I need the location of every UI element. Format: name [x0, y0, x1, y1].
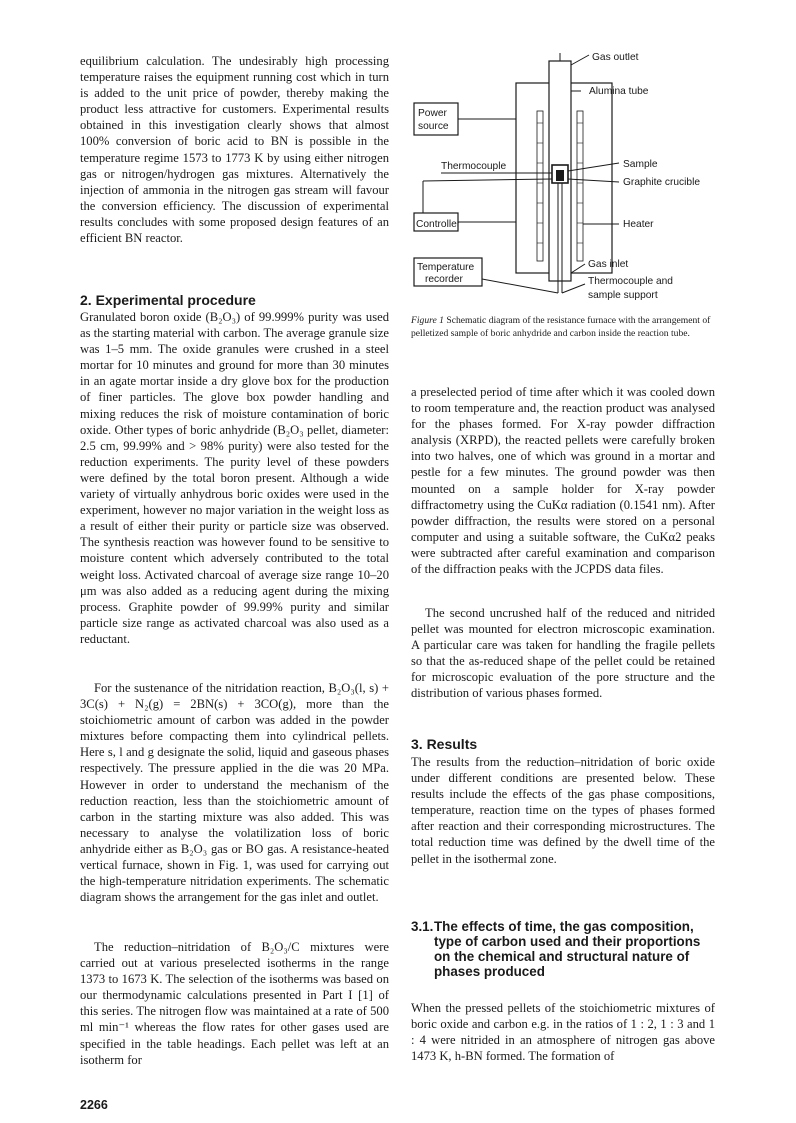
support-leader [562, 284, 585, 293]
temperature-recorder-label-2: recorder [425, 274, 463, 285]
figure-caption-text: Schematic diagram of the resistance furnace with the arrangement of pelletized sample of boric anhydride and carbon inside the reaction tube. [411, 315, 711, 339]
procedure-paragraph-2: For the sustenance of the nitridation reaction, B₂O₃(l, s) + 3C(s) + N₂(g) = 2BN(s) + 3CO(g), more than the stoichiometric amount of carbon was added in the powder mixtures before compacting them into cylindrical pellets. Here s, l and g designate the solid, liquid and gaseous phases respectively. The pressure applied in the die was 20 MPa. However in order to understand the mechanism of the reduction reaction, less than the stoichiometric amount of carbon in the starting mixture was also added. This was necessary to analyse the volatilization loss of boric anhydride either as B₂O₃ gas or BO gas. A resistance-heated vertical furnace, shown in Fig. 1, was used for carrying out the high-temperature nitridation experiments. The schematic diagram shows the arrangement for the gas inlet and outlet. [80, 681, 389, 905]
results-paragraph: The results from the reduction–nitridation of boric oxide under different conditions are presented below. These results include the effects of the gas phase compositions, temperature, reaction time on the types of phases formed after reaction and their corresponding microstructures. The total reduction time was defined by the dwell time of the pellet in the isothermal zone. [411, 755, 715, 866]
controller-label: Controller [416, 219, 461, 230]
procedure-paragraph-3: The reduction–nitridation of B₂O₃/C mixtures were carried out at various preselected isotherms in the range 1373 to 1673 K. The selection of the isotherms was based on our thermodynamic calculations presented in Part I [1] of this series. The nitrogen flow was maintained at a rate of 500 ml min⁻¹ whereas the flow rates for other gases used are specified in the table headings. Each pellet was left at an isotherm for [80, 940, 389, 1067]
intro-paragraph: equilibrium calculation. The undesirably high processing temperature raises the equipment running cost which in turn is added to the unit price of powder, thereby making the product less attractive for customers. Experimental results obtained in this investigation clearly shows that almost 100% conversion of boric acid to BN is possible in the temperature regime 1573 to 1773 K by using either nitrogen gas or nitrogen/hydrogen gas mixtures. Alternatively the injection of ammonia in the nitrogen gas stream will favour the conversion efficiency. The discussion of experimental results concludes with some proposed design features of an efficient BN reactor. [80, 54, 389, 246]
figure-caption [411, 315, 715, 340]
section-3-1-number: 3.1. [411, 919, 434, 934]
section-3-1-heading [411, 919, 715, 979]
gas-outlet-label: Gas outlet [592, 53, 639, 63]
procedure-paragraph-1: Granulated boron oxide (B₂O₃) of 99.999% purity was used as the starting material with carbon. The average granule size was 1–5 mm. The oxide granules were crushed in a steel mortar for 10 minutes and ground for more than 30 minutes in an agate mortar inside a dry glove box for the production of finer particles. The glove box powder handling and mixing reduces the risk of moisture contamination of boric oxide. Other types of boric anhydride (B₂O₃ pellet, diameter: 2.5 cm, 99.99% and > 98% purity) were also tested for the reduction experiments. The purity level of these powders were defined by the total boron present. Although a wide variety of virtually anhydrous boric oxides were used in the experiment, however no major variation in the weight loss as a result of either their purity or particle size was observed. The synthesis reaction was however found to be sensitive to moisture content which adversely contributed to the total weight loss. Activated charcoal of average size range 10–20 μm was also added as a reducing agent during the mixing process. Graphite powder of 99.99% purity and similar particle size range as activated charcoal was also used as a reductant. [80, 310, 389, 646]
page-number: 2266 [80, 1098, 108, 1112]
section-3-1-paragraph: When the pressed pellets of the stoichiometric mixtures of boric oxide and carbon e.g. in the ratios of 1 : 2, 1 : 3 and 1 : 4 were nitrided in an atmosphere of nitrogen gas above 1473 K, h-BN formed. The formation of [411, 1001, 715, 1064]
gas-outlet-leader [571, 55, 589, 65]
heater-right [577, 111, 583, 261]
alumina-tube-label: Alumina tube [589, 86, 649, 97]
power-source-label-1: Power [418, 108, 447, 119]
furnace-schematic [411, 53, 717, 308]
support-label-2: sample support [588, 290, 658, 301]
recorder-line [482, 279, 558, 293]
graphite-crucible-label: Graphite crucible [623, 177, 701, 188]
figure-caption-prefix: Figure 1 [411, 315, 444, 326]
power-source-label-2: source [418, 121, 449, 132]
support-label-1: Thermocouple and [588, 276, 673, 287]
section-2-heading: 2. Experimental procedure [80, 292, 256, 308]
gas-inlet-label: Gas inlet [588, 259, 629, 270]
methods-continued-paragraph: a preselected period of time after which it was cooled down to room temperature and, the reaction product was analysed for the phases formed. For X-ray powder diffraction analysis (XRPD), the reacted pellets were carefully broken into two halves, one of which was ground in a mortar and pestle for a few minutes. The ground powder was then mounted on a sample holder for X-ray powder diffractometry using the CuKα radiation (0.1541 nm). After powder diffraction, the results were stored on a personal computer and using a suitable software, the CuKα2 peaks were subtracted after careful examination and comparison of the diffraction peaks with the JCPDS data files. [411, 385, 715, 577]
section-3-1-title: The effects of time, the gas composition, type of carbon used and their proportions on the chemical and structural nature of phases produced [434, 919, 701, 979]
sample-pellet [556, 170, 564, 181]
microscopy-paragraph: The second uncrushed half of the reduced and nitrided pellet was mounted for electron microscopic examination. A particular care was taken for handling the fragile pellets so that the as-reduced shape of the pellet could be retained for microscopic evaluation of the pore structure and the distribution of various phases formed. [411, 606, 715, 701]
sample-label: Sample [623, 159, 658, 170]
heater-left [537, 111, 543, 261]
section-3-heading: 3. Results [411, 736, 478, 752]
heater-label: Heater [623, 219, 654, 230]
temperature-recorder-label-1: Temperature [417, 262, 475, 273]
thermocouple-label: Thermocouple [441, 161, 507, 172]
